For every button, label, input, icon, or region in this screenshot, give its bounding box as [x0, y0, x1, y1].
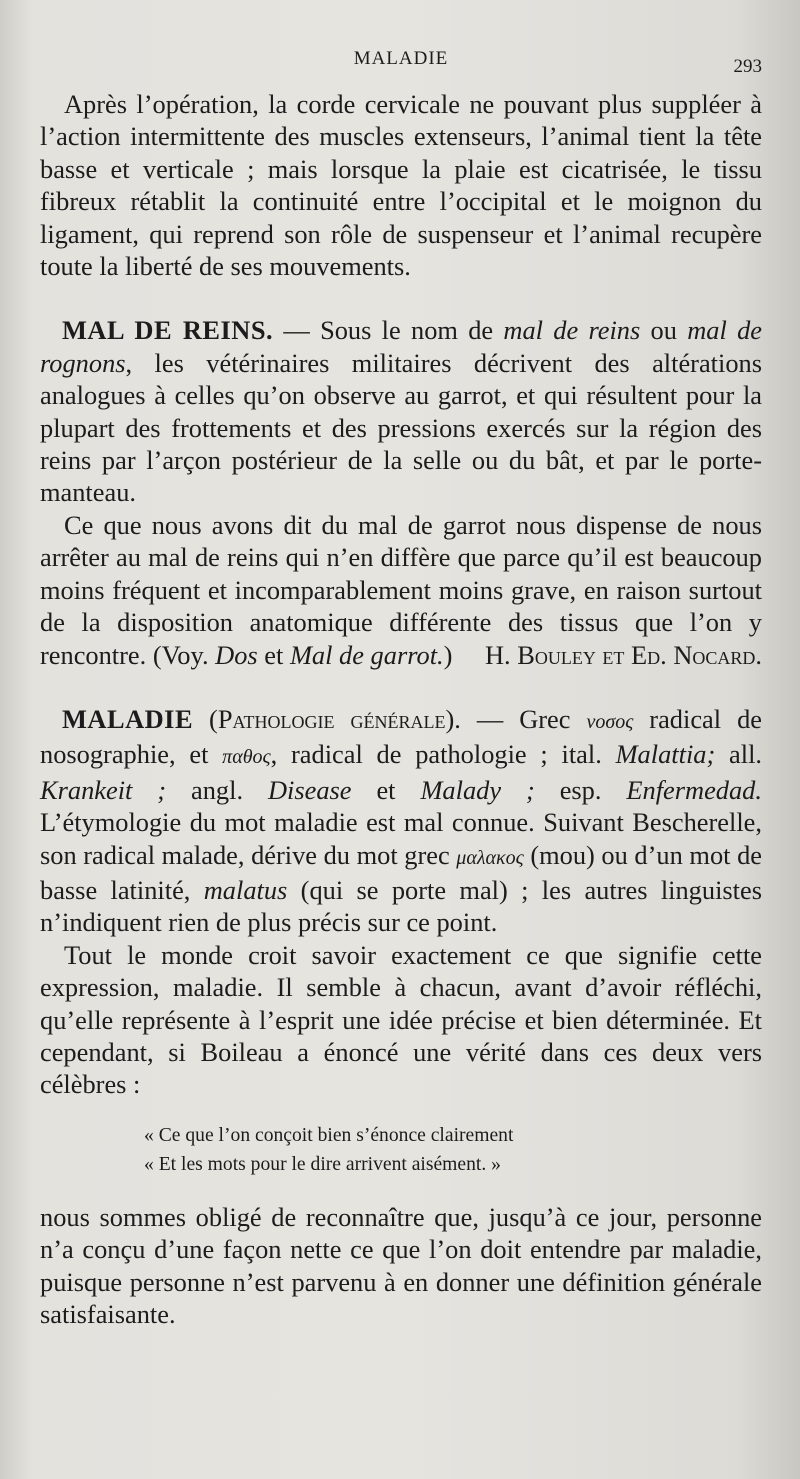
greek-word-pathos: παθος [222, 746, 271, 769]
text-span: , radical de pathologie ; ital. [270, 739, 616, 770]
entry-maladie [40, 703, 762, 939]
text-span: — Grec [460, 703, 587, 734]
category-label: (Pathologie générale). [193, 703, 461, 734]
text-span: , les vétérinaires militaires décrivent des altérations analogues à celles qu’on observe au garrot, et qui résultent pour la plupart des frottements et des pressions exercés sur la région des reins par l’arçon postérieur de la selle ou du bât, et par le porte-manteau. [40, 347, 762, 508]
text-span: et [351, 774, 421, 805]
cross-ref-mal-de-garrot: Mal de garrot. [289, 639, 444, 670]
headword-maladie: MALADIE [62, 703, 194, 734]
quote-line: « Ce que l’on conçoit bien s’énonce clairement [144, 1124, 514, 1146]
cross-ref-dos: Dos [215, 639, 258, 670]
paragraph-operation: Après l’opération, la corde cervicale ne pouvant plus suppléer à l’action intermittente des muscles extenseurs, l’animal tient la tête basse et verticale ; mais lorsque la plaie est cicatrisée, le tissu fibreux rétablit la continuité entre l’occipital et le moignon du ligament, qui reprend son rôle de suspenseur et l’animal recupère toute la liberté de ses mouvements. [40, 89, 762, 282]
text-span: — Sous le nom de [273, 315, 504, 346]
term-spanish: Enfermedad. [626, 774, 762, 805]
term-german: Krankeit ; [40, 774, 167, 805]
text-span: (qui se porte mal) ; les autres linguistes n’indiquent rien de plus précis sur ce point. [40, 874, 762, 938]
body-text [40, 88, 762, 1330]
term-mal-de-reins: mal de reins [503, 315, 641, 346]
text-span: all. [715, 739, 763, 770]
headword-mal-de-reins: MAL DE REINS. [62, 315, 274, 346]
paragraph-conclusion: nous sommes obligé de reconnaître que, jusqu’à ce jour, personne n’a conçu d’une façon nette ce que l’on doit entendre par maladie, puisque personne n’est parvenu à en donner une définition générale satisfaisante. [40, 1201, 762, 1329]
text-span: esp. [534, 774, 627, 805]
greek-word-nosos: νοσος [586, 710, 634, 733]
author-signature: H. Bouley et Ed. Nocard. [484, 639, 762, 670]
paragraph-definition: Tout le monde croit savoir exactement ce que signifie cette expression, maladie. Il semble à chacun, avant d’avoir réfléchi, qu’elle représente à l’esprit une idée précise et bien déterminée. Et cependant, si Boileau a énoncé une vérité dans ces deux vers célèbres : [40, 939, 762, 1100]
boileau-quote [144, 1121, 762, 1179]
section-gap [40, 671, 762, 703]
term-italian: Malattia; [615, 739, 716, 770]
term-english-disease: Disease [267, 774, 352, 805]
term-latin: malatus [203, 874, 288, 905]
greek-word-malakos: μαλακος [456, 846, 524, 869]
text-span: radical de nosographie, et [40, 703, 762, 770]
entry-mal-de-reins [40, 314, 762, 508]
text-span: ) [443, 639, 453, 670]
term-mal-de-rognons: mal de rognons [40, 315, 763, 378]
text-span: L’étymologie du mot maladie est mal connue. Suivant Bescherelle, son radical malade, dérive du mot grec [40, 807, 762, 870]
page-number: 293 [733, 56, 762, 77]
quote-line: « Et les mots pour le dire arrivent aisément. » [144, 1153, 501, 1175]
section-gap [40, 282, 762, 314]
paragraph-mal-de-garrot [40, 509, 762, 671]
text-span: angl. [166, 774, 268, 805]
text-span: et [257, 639, 290, 670]
text-span: ou [640, 315, 688, 346]
running-title: MALADIE [353, 48, 449, 69]
running-head [40, 46, 762, 76]
term-english-malady: Malady ; [420, 774, 535, 805]
text-span: Ce que nous avons dit du mal de garrot nous dispense de nous arrêter au mal de reins qui n’en diffère que parce qu’il est beaucoup moins fréquent et incomparablement moins grave, en raison surtout de la disposition anatomique différente des tissus que l’on y rencontre. (Voy. [40, 509, 762, 670]
text-span: (mou) ou d’un mot de basse latinité, [40, 839, 762, 905]
